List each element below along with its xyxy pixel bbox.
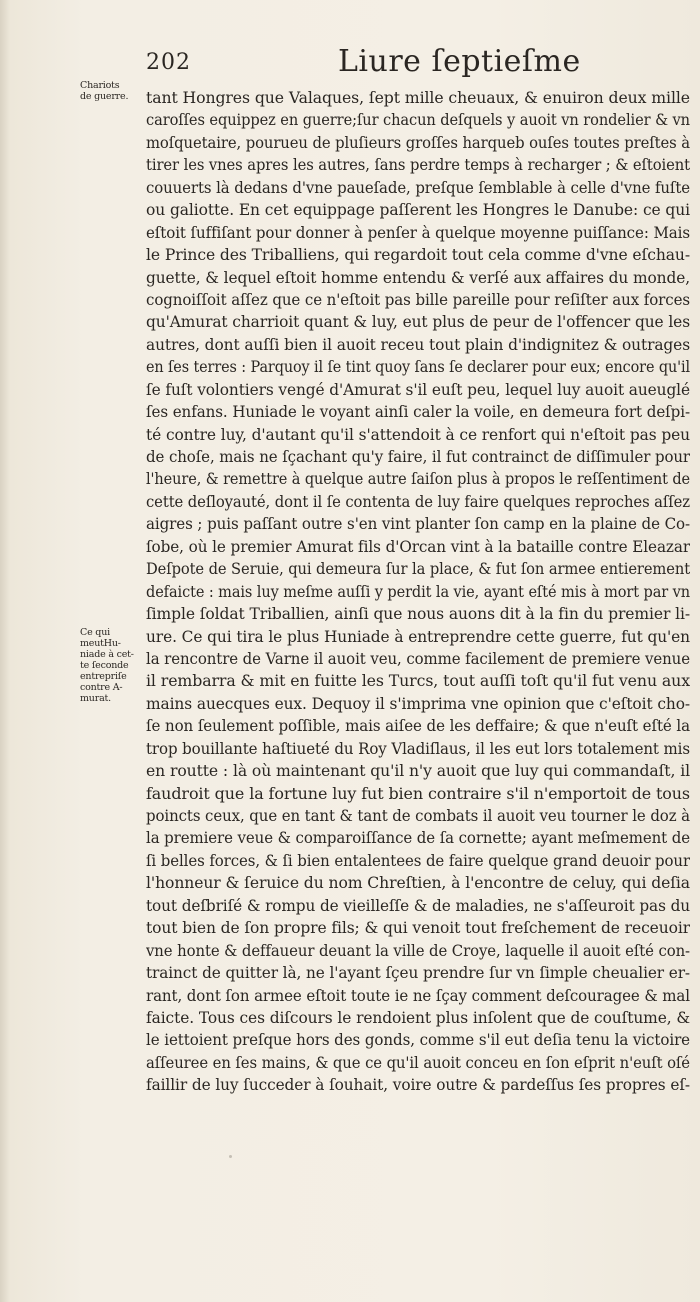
text-line: de choſe, mais ne ſçachant qu'y faire, il fut contrainct de diſſimuler pour (146, 447, 690, 466)
margin-note-line: contre A- (80, 682, 123, 693)
text-line: qu'Amurat charrioit quant & luy, eut plus de peur de l'offencer que les (146, 312, 690, 332)
margin-note-line: entrepriſe (80, 671, 127, 682)
text-line: tout bien de ſon propre fils; & qui venoit tout freſchement de receuoir (146, 918, 690, 938)
text-line: ſi belles forces, & ſi bien entalentees de faire quelque grand deuoir pour (146, 850, 690, 870)
text-line: ſes enfans. Huniade le voyant ainſi caler la voile, en demeura fort deſpi- (146, 402, 690, 422)
text-line: mains auecques eux. Dequoy il s'imprima vne opinion que c'eſtoit cho- (146, 693, 690, 713)
text-line: tant Hongres que Valaques, ſept mille cheuaux, & enuiron deux mille (146, 88, 690, 107)
text-line: trop bouillante haſtiueté du Roy Vladiſlaus, il les eut lors totalement mis (146, 738, 690, 758)
text-line: eſtoit ſuffiſant pour donner à penſer à quelque moyenne puiſſance: Mais (146, 222, 690, 242)
paper-speck (229, 1155, 232, 1158)
margin-note-line: murat. (80, 693, 111, 704)
text-line: cognoiſſoit aſſez que ce n'eſtoit pas bille pareille pour reſiſter aux forces (146, 289, 690, 309)
text-line: defaicte : mais luy meſme auſſi y perdit la vie, ayant eſté mis à mort par vn (146, 581, 690, 601)
text-line: trainct de quitter là, ne l'ayant ſçeu prendre ſur vn ſimple cheualier er- (146, 963, 690, 983)
running-title: Liure ſeptieſme (338, 44, 581, 79)
body-text (146, 87, 690, 1097)
margin-note-huniade (80, 627, 142, 704)
text-line: la premiere veue & comparoiſſance de ſa cornette; ayant meſmement de (146, 828, 690, 848)
text-line: ſe non ſeulement poſſible, mais aiſee de les deffaire; & que n'euſt eſté la (146, 716, 690, 736)
text-line: en ſes terres : Parquoy il ſe tint quoy ſans ſe declarer pour eux; encore qu'il (146, 357, 690, 377)
text-line: poincts ceux, que en tant & tant de combats il auoit veu tourner le doz à (146, 806, 690, 825)
text-line: la rencontre de Varne il auoit veu, comme facilement de premiere venue (146, 648, 690, 668)
text-line: tout deſbriſé & rompu de vieilleſſe & de maladies, ne s'aſſeuroit pas du (146, 895, 690, 915)
margin-note-chariots (80, 80, 142, 102)
text-line: Deſpote de Seruie, qui demeura ſur la place, & fut ſon armee entierement (146, 559, 690, 579)
text-line: ſe fuſt volontiers vengé d'Amurat s'il euſt peu, lequel luy auoit aueuglé (146, 379, 690, 399)
text-line: couuerts là dedans d'vne paueſade, preſque ſemblable à celle d'vne fuſte (146, 177, 690, 197)
text-line: aſſeuree en ſes mains, & que ce qu'il auoit conceu en ſon eſprit n'euſt oſé (146, 1052, 690, 1072)
text-line: ou galiotte. En cet equippage paſſerent les Hongres le Danube: ce qui (146, 200, 690, 220)
text-line: moſquetaire, pourueu de pluſieurs groſſes harqueb ouſes toutes preſtes à (146, 132, 690, 152)
text-line: té contre luy, d'autant qu'il s'attendoit à ce renfort qui n'eſtoit pas peu (146, 424, 690, 444)
text-line: faillir de luy ſucceder à ſouhait, voire outre & pardeſſus ſes propres eſ- (146, 1075, 690, 1095)
text-line: autres, dont auſſi bien il auoit receu tout plain d'indignitez & outrages (146, 334, 690, 354)
page-header (140, 44, 690, 84)
margin-note-line: de guerre. (80, 91, 129, 102)
text-line: ure. Ce qui tira le plus Huniade à entreprendre cette guerre, fut qu'en (146, 626, 690, 646)
margin-note-line: Chariots (80, 80, 120, 91)
margin-note-line: niade à cet- (80, 649, 134, 660)
text-line: faicte. Tous ces diſcours le rendoient plus inſolent que de couſtume, & (146, 1007, 690, 1027)
text-line: le iettoient preſque hors des gonds, comme s'il eut deſia tenu la victoire (146, 1030, 690, 1050)
text-line: ſobe, où le premier Amurat fils d'Orcan vint à la bataille contre Eleazar (146, 536, 690, 556)
page-number: 202 (146, 50, 191, 75)
page-gutter-shadow (0, 0, 10, 1302)
text-line: guette, & lequel eſtoit homme entendu & verſé aux affaires du monde, (146, 267, 690, 287)
text-line: le Prince des Triballiens, qui regardoit tout cela comme d'vne eſchau- (146, 245, 690, 265)
text-line: en routte : là où maintenant qu'il n'y auoit que luy qui commandaſt, il (146, 761, 690, 781)
margin-note-line: meutHu- (80, 638, 121, 649)
text-line: rant, dont ſon armee eſtoit toute ie ne ſçay comment deſcouragee & mal (146, 985, 690, 1005)
margin-note-line: te ſeconde (80, 660, 129, 671)
text-line: il rembarra & mit en fuitte les Turcs, tout auſſi toſt qu'il fut venu aux (146, 671, 690, 691)
margin-note-line: Ce qui (80, 627, 110, 638)
text-line: cette deſloyauté, dont il ſe contenta de luy faire quelques reproches aſſez (146, 491, 690, 511)
text-line: ſimple ſoldat Triballien, ainſi que nous auons dit à la fin du premier li- (146, 604, 690, 624)
text-line: vne honte & deffaueur deuant la ville de Croye, laquelle il auoit eſté con- (146, 940, 690, 960)
text-line: aigres ; puis paſſant outre s'en vint planter ſon camp en la plaine de Co- (146, 514, 690, 534)
text-line: caroſſes equippez en guerre;ſur chacun deſquels y auoit vn rondelier & vn (146, 110, 690, 130)
text-line: l'heure, & remettre à quelque autre ſaiſon plus à propos le reſſentiment de (146, 469, 690, 489)
text-line: tirer les vnes apres les autres, ſans perdre temps à recharger ; & eſtoient (146, 155, 690, 175)
text-line: faudroit que la fortune luy fut bien contraire s'il n'emportoit de tous (146, 783, 690, 803)
text-line: l'honneur & ſeruice du nom Chreſtien, à l'encontre de celuy, qui deſia (146, 873, 690, 893)
